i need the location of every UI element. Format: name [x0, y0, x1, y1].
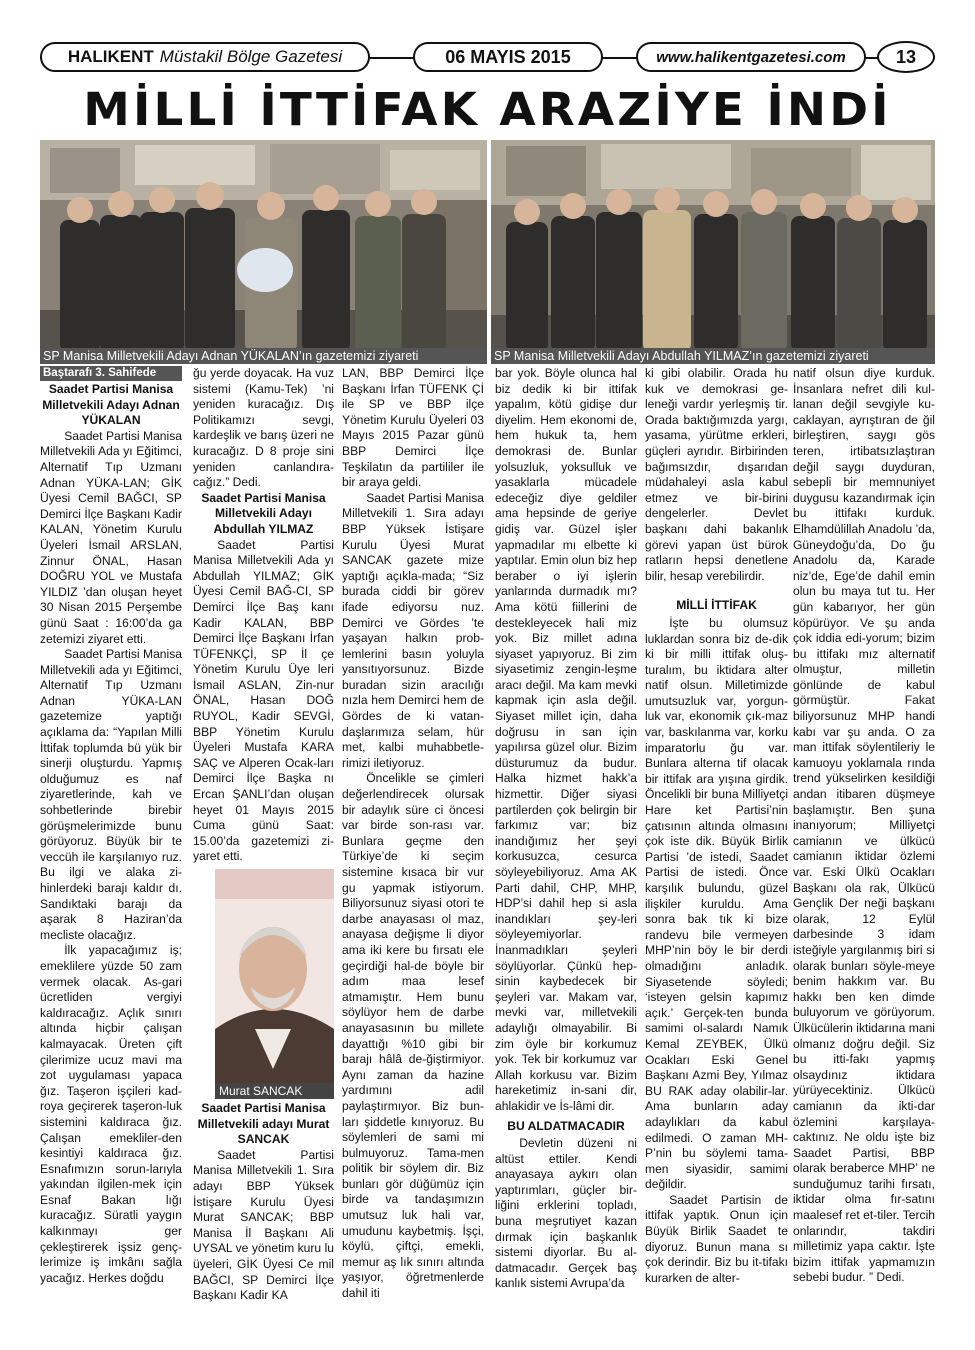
paragraph: Öncelikle se çimleri değerlendirecek olursak bir adaylık süre ci öncesi var birde son-rası var. Bunlara geçme den Türkiye’de ki seçim sistemine kısaca bir vur gu yapmak istiyorum. Biliyorsunuz siyasi otori te darbe anayasası ol maz, anayasa değişme li diyor ama iki kere bu fırsatı ele geçirdiği hal-de böyle bir adım maa lesef atmamıştır. Hem bunu söylüyor hem de darbe anayasasının bu millete dayattığı %10 gibi bir barajı hâlâ de-ğiştirmiyor. Aynı zaman da hazine yardımını adil paylaştırmıyor. Biz bun-ları şiddetle kınıyoruz. Bu söylemleri de sami mi bulmuyoruz. Tama-men politik bir söylem dir. Biz bunları gör düğümüz için birde va tandaşımızın umutsuz luk hali var, umudunu kaybetmiş. İşçi, köylü, çiftçi, emekli, memur aş lık sınırı altında yaşıyor, öğretmenlerde dahil iti [342, 771, 484, 1301]
portrait-caption: Murat SANCAK [215, 1083, 334, 1099]
issue-date: 06 MAYIS 2015 [413, 42, 603, 72]
paragraph: LAN, BBP Demirci İlçe Başkanı İrfan TÜFENK Çİ ile SP ve BBP ilçe Yönetim Kurulu Üyeleri 03 Mayıs 2015 Pazar günü BBP Demirci İlçe Teşkilatın da partililer ile bir araya geldi. [342, 366, 484, 490]
brand-name: HALIKENT [67, 47, 154, 66]
subheading-yilmaz: Saadet Partisi Manisa Milletvekili Adayı Abdullah YILMAZ [201, 490, 326, 536]
photo-caption-left: SP Manisa Milletvekili Adayı Adnan YÜKALAN’ın gazetemizi ziyareti [40, 348, 487, 364]
portrait-photo [193, 869, 334, 1099]
page-header [40, 40, 935, 74]
paragraph: ki gibi olabilir. Orada hu kuk ve demokrasi ge-leneği vardır yerleşmiş tir. Orada baktığımızda yargı, yasama, yürütme erkleri, güçleri ayrıdır. Birbirinden bağımsızdır, dışarıdan müdahaleyi asla kabul etmez ve bir-birini dengelerler. Devlet başkanı dahi bakanlık görevi yapan üst bürok ratların hepsi denetlene bilir, hesap verebilirdir. [645, 366, 788, 583]
article-column-1 [40, 366, 182, 1326]
photo-caption-right: SP Manisa Milletvekili Adayı Abdullah YILMAZ’ın gazetemizi ziyareti [491, 348, 935, 364]
page-number: 13 [877, 41, 935, 73]
article-column-4 [495, 366, 637, 1326]
section-heading-milli-ittifak: MİLLİ İTTİFAK [676, 598, 757, 613]
paragraph: İşte bu olumsuz luklardan sonra biz de-dik ki bir milli ittifak oluş-turalım, bu iktidara alter natif olsun. Milletimizde umutsuzluk var, yorgun-luk var, ekonomik çık-maz var, baskılanma var, korku imparatorlu ğu var. Bunlara alterna tif olacak bir ittifak ara yışına girdik. Öncelikli bir buna Milliyetçi Hare ket Partisi’nin çatısının altında olmasını çok iste dik. Büyük Birlik Partisi ’de istedi, Saadet Partisi de istedi. Önce karşılık bulundu, güzel ilişkiler kuruldu. Ama sonra bak tık ki bize randevu bile vermeyen MHP’nin böy le bir derdi olmadığını anladık. Siyasetende söyledi; ‘isteyen gelsin kapımız açık.’ Gerçek-ten bunda samimi ol-salardı Namık Kemal ZEYBEK, Ülkü Ocakları Eski Genel Başkanı Azmi Bey, Yılmaz BU RAK aday olabilir-lar. Ama bunların aday adaylıkları da kabul edilmedi. O zaman MH-P’nin bu söylemi tama-men siyasidir, samimi değildir. [645, 615, 788, 1192]
paragraph: Saadet Partisi Manisa Milletvekili Ada yı Eğitimci, Alternatif Tıp Uzmanı Adnan YÜKA-LAN; GİK Üyesi Cemil BAĞCI, SP Demirci İlçe Başkanı Kadir KALAN, Yönetim Kurulu Üyeleri İsmail ARSLAN, Zinnur ÖNAL, Hasan DOĞRU YOL ve Mustafa YILDIZ ’dan oluşan heyet 30 Nisan 2015 Perşembe günü Saat : 16:00’da ga zetemizi ziyaret etti. [40, 428, 182, 646]
headline: MİLLİ İTTİFAK ARAZİYE İNDİ [83, 83, 892, 136]
subheading-sancak: Saadet Partisi Manisa Milletvekili adayı Murat SANCAK [197, 1101, 330, 1147]
paragraph: Saadet Partisi Manisa Milletvekili 1. Sıra adayı BBP Yüksek İstişare Kurulu Üyesi Murat SANCAK gazete mize yaptığı açıkla-mada; “Siz burada ciddi bir görev ifade ediyorsu nuz. Demirci ve Gördes ’te yaşayan halkın prob-lemlerini basın yoluyla yansıtıyorsunuz. Bizde buradan sizin aracılığı nızla hem Demirci hem de Gördes de ki vatan-daşlarımıza selam, hür met, kalbi muhabbetle-rimizi iletiyoruz. [342, 490, 484, 770]
masthead [40, 42, 370, 72]
photo-yilmaz-visit [491, 140, 935, 352]
website-link[interactable]: www.halikentgazetesi.com [636, 42, 866, 72]
paragraph: Saadet Partisi Manisa Milletvekili Ada yı Abdullah YILMAZ; GİK Üyesi Cemil BAĞ-CI, SP Demirci İlçe Baş kanı Kadir KALAN, BBP Demirci İlçe Başkanı İrfan TÜFENKÇİ, SP İl çe Yönetim Kurulu Üye leri İsmail ASLAN, Zin-nur ÖNAL, Hasan DOĞ RUYOL, Kadir SEVGİ, BBP Yönetim Kurulu Üyeleri Mustafa KARA SAÇ ve Alperen Ocak-ları Demirci İlçe Başka nı Ercan ŞANLI’dan oluşan heyet 01 Mayıs 2015 Cuma günü Saat: 15.00’da gazetemizi zi-yaret etti. [193, 537, 334, 864]
paragraph: Saadet Partisin de ittifak yaptık. Onun için Büyük Birlik Saadet te diyoruz. Bunun mana sı çok derindir. Biz bu it-tifakı kurarken de alter- [645, 1192, 788, 1285]
subheading-yukalan: Saadet Partisi Manisa Milletvekili Adayı Adnan YÜKALAN [42, 382, 180, 428]
photo-yukalan-visit [40, 140, 487, 352]
section-heading-aldatmacadir: BU ALDATMACADIR [507, 1118, 625, 1133]
continued-from-label: Baştarafı 3. Sahifede [40, 366, 182, 381]
paragraph: Saadet Partisi Manisa Milletvekili ada yı Eğitimci, Alternatif Tıp Uzmanı Adnan YÜKA-LAN gazetemize yaptığı açıklama da: “Yapılan Milli İttifak toplumda bü yük bir sinerji oluşturdu. Yapmış olduğumuz es naf ziyaretlerinde, kah ve sohbetlerinde birebir görüşmelerimizde bunu görüyoruz. Büyük bir te veccüh ile karşılanıyo ruz. Bu ilgi ve alaka zi-hinlerdeki barajı kaldır dı. Sandıktaki barajı da aşarak 8 Haziran’da mecliste olacağız. [40, 647, 182, 942]
paragraph: Saadet Partisi Manisa Milletvekili 1. Sıra adayı BBP Yüksek İstişare Kurulu Üyesi Murat SANCAK; BBP Manisa İl Başkanı Ali UYSAL ve yönetim kuru lu üyeleri, GİK Üyesi Ce mil BAĞCI, SP Demirci İlçe Başkanı Kadir KA [193, 1147, 334, 1303]
paragraph: bar yok. Böyle olunca hal biz dedik ki bir ittifak yapalım, kötü gidişe dur diyelim. Hem ekonomi de, hem hukuk ta, hem demokrasi de. Bunlar yolsuzluk, yoksulluk ve yasaklarla mücadele edeceğiz diye geldiler ama hepsinde de geriye gidiş var. Güzel işler yapmadılar mı elbette ki yaptılar. Emin olun biz hep beraber o iyi işlerin yanlarında durmadık mı? Ama kötü fiillerini de destekleyecek hali miz yok. Biz millet adına siyaset yapıyoruz. Bi zim siyasetimiz zengin-leşme aracı değil. Ma kam mevki kapmak için asla değil. Siyaset millet için, daha doğrusu in san için yapılırsa güzel olur. Bizim düsturumuz da budur. Halka hizmet hakk’a hizmettir. Diğer siyasi partilerden çok belirgin bir farkımız var; biz inandığımız her şeyi korkusuzca, cesurca söyleyebiliyoruz. Ama AK Parti dahil, CHP, MHP, HDP’si dahil hep si asla inandıkları şey-leri söyleyemiyorlar. İnanmadıkları şeyleri söylüyorlar. Çünkü hep-sinin kaybedecek bir şeyleri var. Makam var, mevki var, milletvekili adaylığı olmayabilir. Bi zim öyle bir korkumuz yok. Tek bir korkumuz var Allah korkusu var. Bizim hareketimiz in-sani dir, ahlakidir ve İs-lâmi dir. [495, 366, 637, 1113]
article-column-3 [342, 366, 484, 1326]
article-column-6 [793, 366, 935, 1326]
brand-subtitle: Müstakil Bölge Gazetesi [159, 47, 343, 66]
paragraph: natif olsun diye kurduk. İnsanlara nefret dili kul-lanan değil sevgiyle ku-caklayan, ayrıştıran de ğil birleştiren, saygı gös teren, irtibatsızlaştıran değil saygı duyduran, sebepli bir memnuniyet duygusu kazandırmak için bu ittifakı kurduk. Elhamdülillah Anadolu ’da, Güneydoğu’da, Do ğu Anadolu da, Karade niz’de, Ege’de dahil emin olun bu maya tut tu. Her gün kabarıyor, her gün köpürüyor. Ve şu anda çok iddia edi-yorum; bizim bu ittifakı mız alternatif olmuştur, milletin gönlünde de kabul görmüştür. Fakat biliyorsunuz MHP handi kabı var şu anda. O za man ittifak söylentileriy le kamuoyu yoklamala rında trend yükselirken kesildiği andan itibaren düşmeye başlamıştır. Ben şuna inanıyorum; Milliyetçi camianın ve ülkücü camianın iktidar özlemi var. Eski Ülkü Ocakları Başkanı ola rak, Ülkücü Gençlik Der neği başkanı olarak, 12 Eylül darbesinde 3 idam isteğiyle yargılanmış biri si olarak bunları söyle-meye benim hakkım var. Bu hakkı ben ken dimde buluyorum ve görüyorum. Ülkücülerin iktidarına mani olmanız doğru değil. Siz bu itti-fakı yapmış olsaydınız iktidara yürüyecektiniz. Ülkücü camianın da ikti-dar özlemini karşılaya-caktınız. Ne oldu işte biz Saadet Partisi, BBP olarak beraberce MHP’ ne sunduğumuz tarihi fırsatı, iktidar olma fır-satını maalesef ret et-tiler. Tercih onlarındır, takdiri milletimiz yapa caktır. İşte bizim ittifak yapmamızın sebebi budur. ” Dedi. [793, 366, 935, 1285]
paragraph: ğu yerde doyacak. Ha vuz sistemi (Kamu-Tek) ’ni yeniden kuracağız. Dış Politikamızı sevgi, kardeşlik ve barış üzeri ne kuracağız. D 8 proje sini yeniden canlandıra-cağız.” Dedi. [193, 366, 334, 490]
paragraph: İlk yapacağımız iş; emeklilere yüzde 50 zam vermek olacak. As-gari ücretliden vergiyi kaldıracağız. Açlık sınırı altında hiçbir çalışan kalmayacak. Üreten çift çilerimize ucuz mavi ma zot uygulaması yapaca ğız. Taşeron işçileri kad-roya geçirerek taşeron-luk sistemini kaldıraca ğız. Çalışan emekliler-den kesintiyi kaldıraca ğız. Esnafımızın sorun-larıyla yakından ilgilen-mek için Esnaf Bakan lığı kuracağız. Süratli yaygın kalkınmayı ger çekleştirerek işsiz genç-lerimize iş imkânı sağla yacağız. Herkes doğdu [40, 943, 182, 1285]
article-column-2 [193, 366, 334, 1326]
paragraph: Devletin düzeni ni altüst ettiler. Kendi anayasaya aykırı olan yaptırımları, güçler bir-liğini erklerini topladı, buna meşrutiyet kazan dırmak için başkanlık sistemi diyorlar. Bu al-datmacadır. Gerçek baş kanlık sistemi Avrupa’da [495, 1136, 637, 1291]
article-column-5 [645, 366, 788, 1326]
